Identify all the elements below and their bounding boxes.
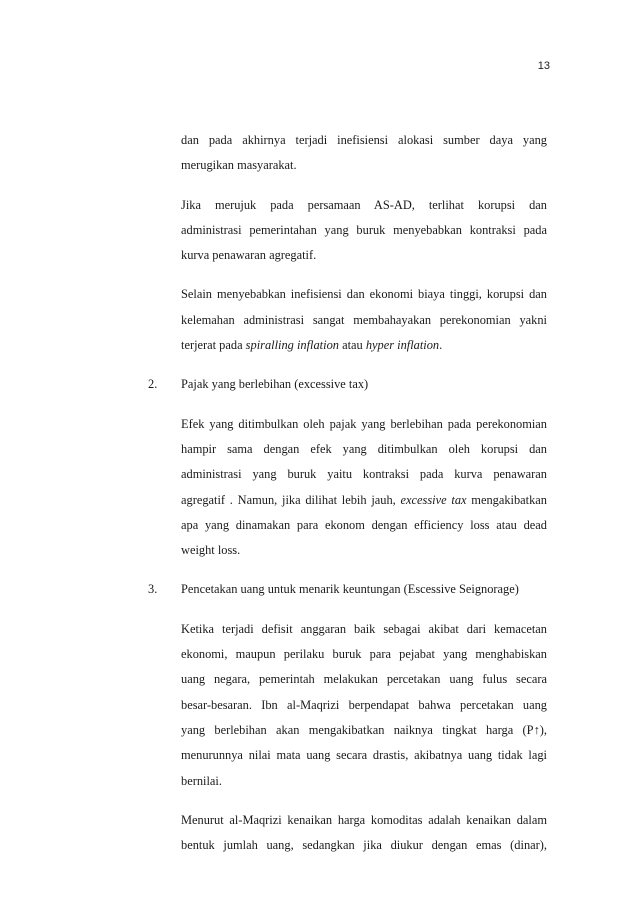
text-fragment: atau: [338, 338, 366, 353]
italic-term: hyper inflation: [365, 338, 440, 353]
text-line: apa yang dinamakan para ekonom dengan efficiency loss atau dead: [181, 517, 547, 532]
text-line: [181, 333, 547, 358]
list-item-heading: [0, 577, 638, 602]
text-line: yang berlebihan akan mengakibatkan naiknya tingkat harga (P↑),: [181, 722, 547, 737]
text-line: merugikan masyarakat.: [181, 158, 297, 173]
paragraph-korupsi: [181, 282, 547, 358]
paragraph-seignorage: [181, 617, 547, 794]
text-line: weight loss.: [181, 543, 241, 558]
paragraph-maqrizi-harga: [181, 808, 547, 859]
text-fragment: .: [439, 338, 443, 353]
italic-term: spiralling inflation: [245, 338, 339, 353]
text-line: [181, 488, 547, 513]
list-item-title: Pajak yang berlebihan (excessive tax): [181, 377, 369, 392]
list-item-number: 2.: [148, 377, 158, 392]
text-line: Efek yang ditimbulkan oleh pajak yang berlebihan pada perekonomian: [181, 416, 547, 431]
page-number: 13: [537, 60, 550, 72]
text-line: Menurut al-Maqrizi kenaikan harga komoditas adalah kenaikan dalam: [181, 812, 547, 827]
text-line: hampir sama dengan efek yang ditimbulkan oleh korupsi dan: [181, 441, 547, 456]
paragraph-excessive-tax: [181, 412, 547, 564]
list-item-heading: [0, 372, 638, 397]
paragraph-as-ad: [181, 193, 547, 269]
text-line: administrasi pemerintahan yang buruk menyebabkan kontraksi pada: [181, 222, 547, 237]
text-fragment: terjerat pada: [181, 338, 246, 353]
list-item-title: Pencetakan uang untuk menarik keuntungan (Escessive Seignorage): [181, 582, 519, 597]
text-line: bernilai.: [181, 773, 222, 788]
text-line: kurva penawaran agregatif.: [181, 248, 317, 263]
page-body: [0, 128, 638, 872]
text-line: dan pada akhirnya terjadi inefisiensi alokasi sumber daya yang: [181, 133, 547, 147]
text-line: uang negara, pemerintah melakukan percetakan uang fulus secara: [181, 672, 547, 687]
text-line: Ketika terjadi defisit anggaran baik sebagai akibat dari kemacetan: [181, 621, 547, 636]
italic-term: excessive tax: [400, 492, 467, 507]
paragraph-inefisiensi: [181, 128, 547, 179]
text-fragment: agregatif . Namun, jika dilihat lebih jauh,: [181, 492, 401, 507]
text-line: kelemahan administrasi sangat membahayakan perekonomian yakni: [181, 312, 547, 327]
list-item-number: 3.: [148, 582, 158, 597]
text-line: bentuk jumlah uang, sedangkan jika diukur dengan emas (dinar),: [181, 838, 547, 853]
text-line: Jika merujuk pada persamaan AS-AD, terlihat korupsi dan: [181, 197, 547, 212]
text-line: Selain menyebabkan inefisiensi dan ekonomi biaya tinggi, korupsi dan: [181, 287, 547, 302]
text-fragment: mengakibatkan: [466, 492, 547, 507]
text-line: ekonomi, maupun perilaku buruk para pejabat yang menghabiskan: [181, 647, 547, 662]
text-line: menurunnya nilai mata uang secara drastis, akibatnya uang tidak lagi: [181, 748, 547, 763]
text-line: besar-besaran. Ibn al-Maqrizi berpendapat bahwa percetakan uang: [181, 697, 547, 712]
text-line: administrasi yang buruk yaitu kontraksi pada kurva penawaran: [181, 467, 547, 482]
